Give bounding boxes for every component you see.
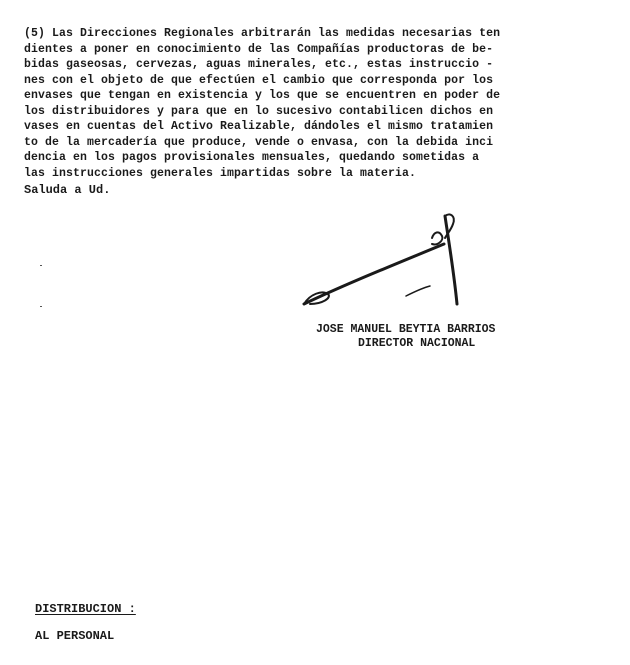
signatory-name: JOSE MANUEL BEYTIA BARRIOS bbox=[316, 323, 496, 336]
paragraph-line: las instrucciones generales impartidas sobre la materia. bbox=[24, 166, 417, 180]
paragraph-line: dientes a poner en conocimiento de las Compañías productoras de be- bbox=[24, 42, 494, 56]
distribution-label: DISTRIBUCION : bbox=[35, 602, 136, 616]
paragraph-line: nes con el objeto de que efectúen el cambio que corresponda por los bbox=[24, 73, 494, 87]
paragraph-line: (5) Las Direcciones Regionales arbitrarán las medidas necesarias ten bbox=[24, 27, 501, 40]
paragraph-5 bbox=[24, 26, 608, 181]
distribution-value: AL PERSONAL bbox=[35, 629, 115, 643]
handwritten-signature bbox=[296, 208, 476, 316]
paragraph-line: dencia en los pagos provisionales mensuales, quedando sometidas a bbox=[24, 151, 480, 164]
signatory-title: DIRECTOR NACIONAL bbox=[358, 337, 476, 350]
speck bbox=[40, 306, 42, 307]
closing-salutation: Saluda a Ud. bbox=[24, 183, 111, 197]
paragraph-line: envases que tengan en existencia y los que se encuentren en poder de bbox=[24, 89, 501, 102]
signature-block bbox=[300, 323, 560, 351]
paragraph-line: bidas gaseosas, cervezas, aguas minerales, etc., estas instruccio - bbox=[24, 58, 494, 71]
paragraph-line: vases en cuentas del Activo Realizable, dándoles el mismo tratamien bbox=[24, 120, 494, 133]
speck bbox=[40, 265, 42, 266]
paragraph-line: to de la mercadería que produce, vende o envasa, con la debida inci bbox=[24, 135, 494, 149]
paragraph-line: los distribuidores y para que en lo sucesivo contabilicen dichos en bbox=[24, 104, 494, 118]
